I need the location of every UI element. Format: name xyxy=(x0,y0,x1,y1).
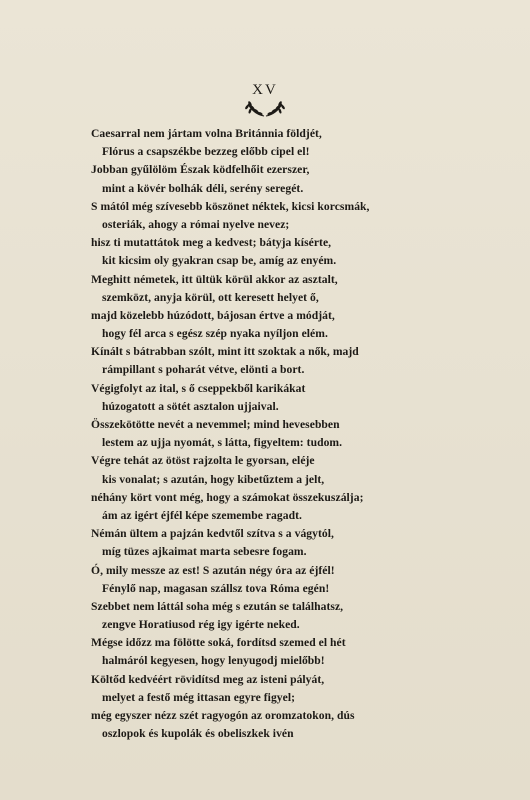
poem-line: osteriák, ahogy a római nyelve nevez; xyxy=(102,217,290,231)
poem-line: míg tüzes ajkaimat marta sebesre fogam. xyxy=(102,545,307,559)
poem-line: néhány kört vont még, hogy a számokat összekuszálja; xyxy=(91,490,364,504)
poem-line: Némán ültem a pajzán kedvtől szítva s a vágytól, xyxy=(91,527,334,541)
poem-line: Jobban gyűlölöm Észak ködfelhőit ezerszer, xyxy=(91,163,310,177)
poem-line: melyet a festő még ittasan egyre figyel; xyxy=(102,690,296,704)
section-numeral: XV xyxy=(252,82,278,98)
poem-line: Összekötötte nevét a nevemmel; mind hevesebben xyxy=(91,418,340,431)
poem-line: lestem az ujja nyomát, s látta, figyeltem: tudom. xyxy=(102,436,343,450)
poem-line: Költőd kedvéért rövidítsd meg az isteni pályát, xyxy=(91,672,325,686)
poem-line: Ó, mily messze az est! S azután négy óra az éjfél! xyxy=(91,563,335,577)
poem-line: hogy fél arca s egész szép nyaka nyíljon elém. xyxy=(102,327,328,341)
poem-line: kit kicsim oly gyakran csap be, amíg az enyém. xyxy=(102,254,337,268)
poem-line: oszlopok és kupolák és obeliszkek ivén xyxy=(102,727,294,741)
poem-line: Szebbet nem láttál soha még s ezután se találhatsz, xyxy=(91,599,344,613)
poem-line: ám az igért éjfél képe szemembe ragadt. xyxy=(102,508,302,522)
poem-line: rámpillant s poharát vétve, elönti a bort. xyxy=(102,363,305,377)
poem-line: kis vonalat; s azután, hogy kibetűztem a jelt, xyxy=(102,472,325,486)
poem-line: halmáról kegyesen, hogy lenyugodj mielőbb! xyxy=(102,654,325,668)
poem-line: Fénylő nap, magasan szállsz tova Róma egén! xyxy=(102,581,330,595)
section-header xyxy=(0,82,530,118)
poem-line: majd közelebb húzódott, bájosan értve a módját, xyxy=(91,308,335,322)
poem-line: hisz ti mutattátok meg a kedvest; bátyja kísérte, xyxy=(91,236,332,250)
poem-line: Kínált s bátrabban szólt, mint itt szoktak a nők, majd xyxy=(91,345,359,359)
poem-line: zengve Horatiusod rég igy igérte neked. xyxy=(102,618,300,632)
poem-line: húzogatott a sötét asztalon ujjaival. xyxy=(102,399,279,413)
poem-line: szemközt, anyja körül, ott keresett helyet ő, xyxy=(102,290,319,304)
poem-body xyxy=(91,125,511,743)
poem-line: Végre tehát az ötöst rajzolta le gyorsan, eléje xyxy=(91,454,315,468)
poem-line: mint a kövér bolhák déli, serény seregét. xyxy=(102,181,304,195)
poem-line: Caesarral nem jártam volna Británnia földjét, xyxy=(91,127,322,140)
poem-line: Meghitt németek, itt ültük körül akkor az asztalt, xyxy=(91,272,338,286)
poem-line: Végigfolyt az ital, s ő cseppekből karikákat xyxy=(91,381,306,395)
laurel-wreath-icon xyxy=(242,98,288,118)
poem-line: S mától még szívesebb köszönet néktek, kicsi korcsmák, xyxy=(91,199,370,213)
poem-line: Mégse időzz ma fölötte soká, fordítsd szemed el hét xyxy=(91,636,346,650)
poem-line: még egyszer nézz szét ragyogón az oromzatokon, dús xyxy=(91,709,355,722)
poem-line: Flórus a csapszékbe bezzeg előbb cipel el! xyxy=(102,145,310,159)
